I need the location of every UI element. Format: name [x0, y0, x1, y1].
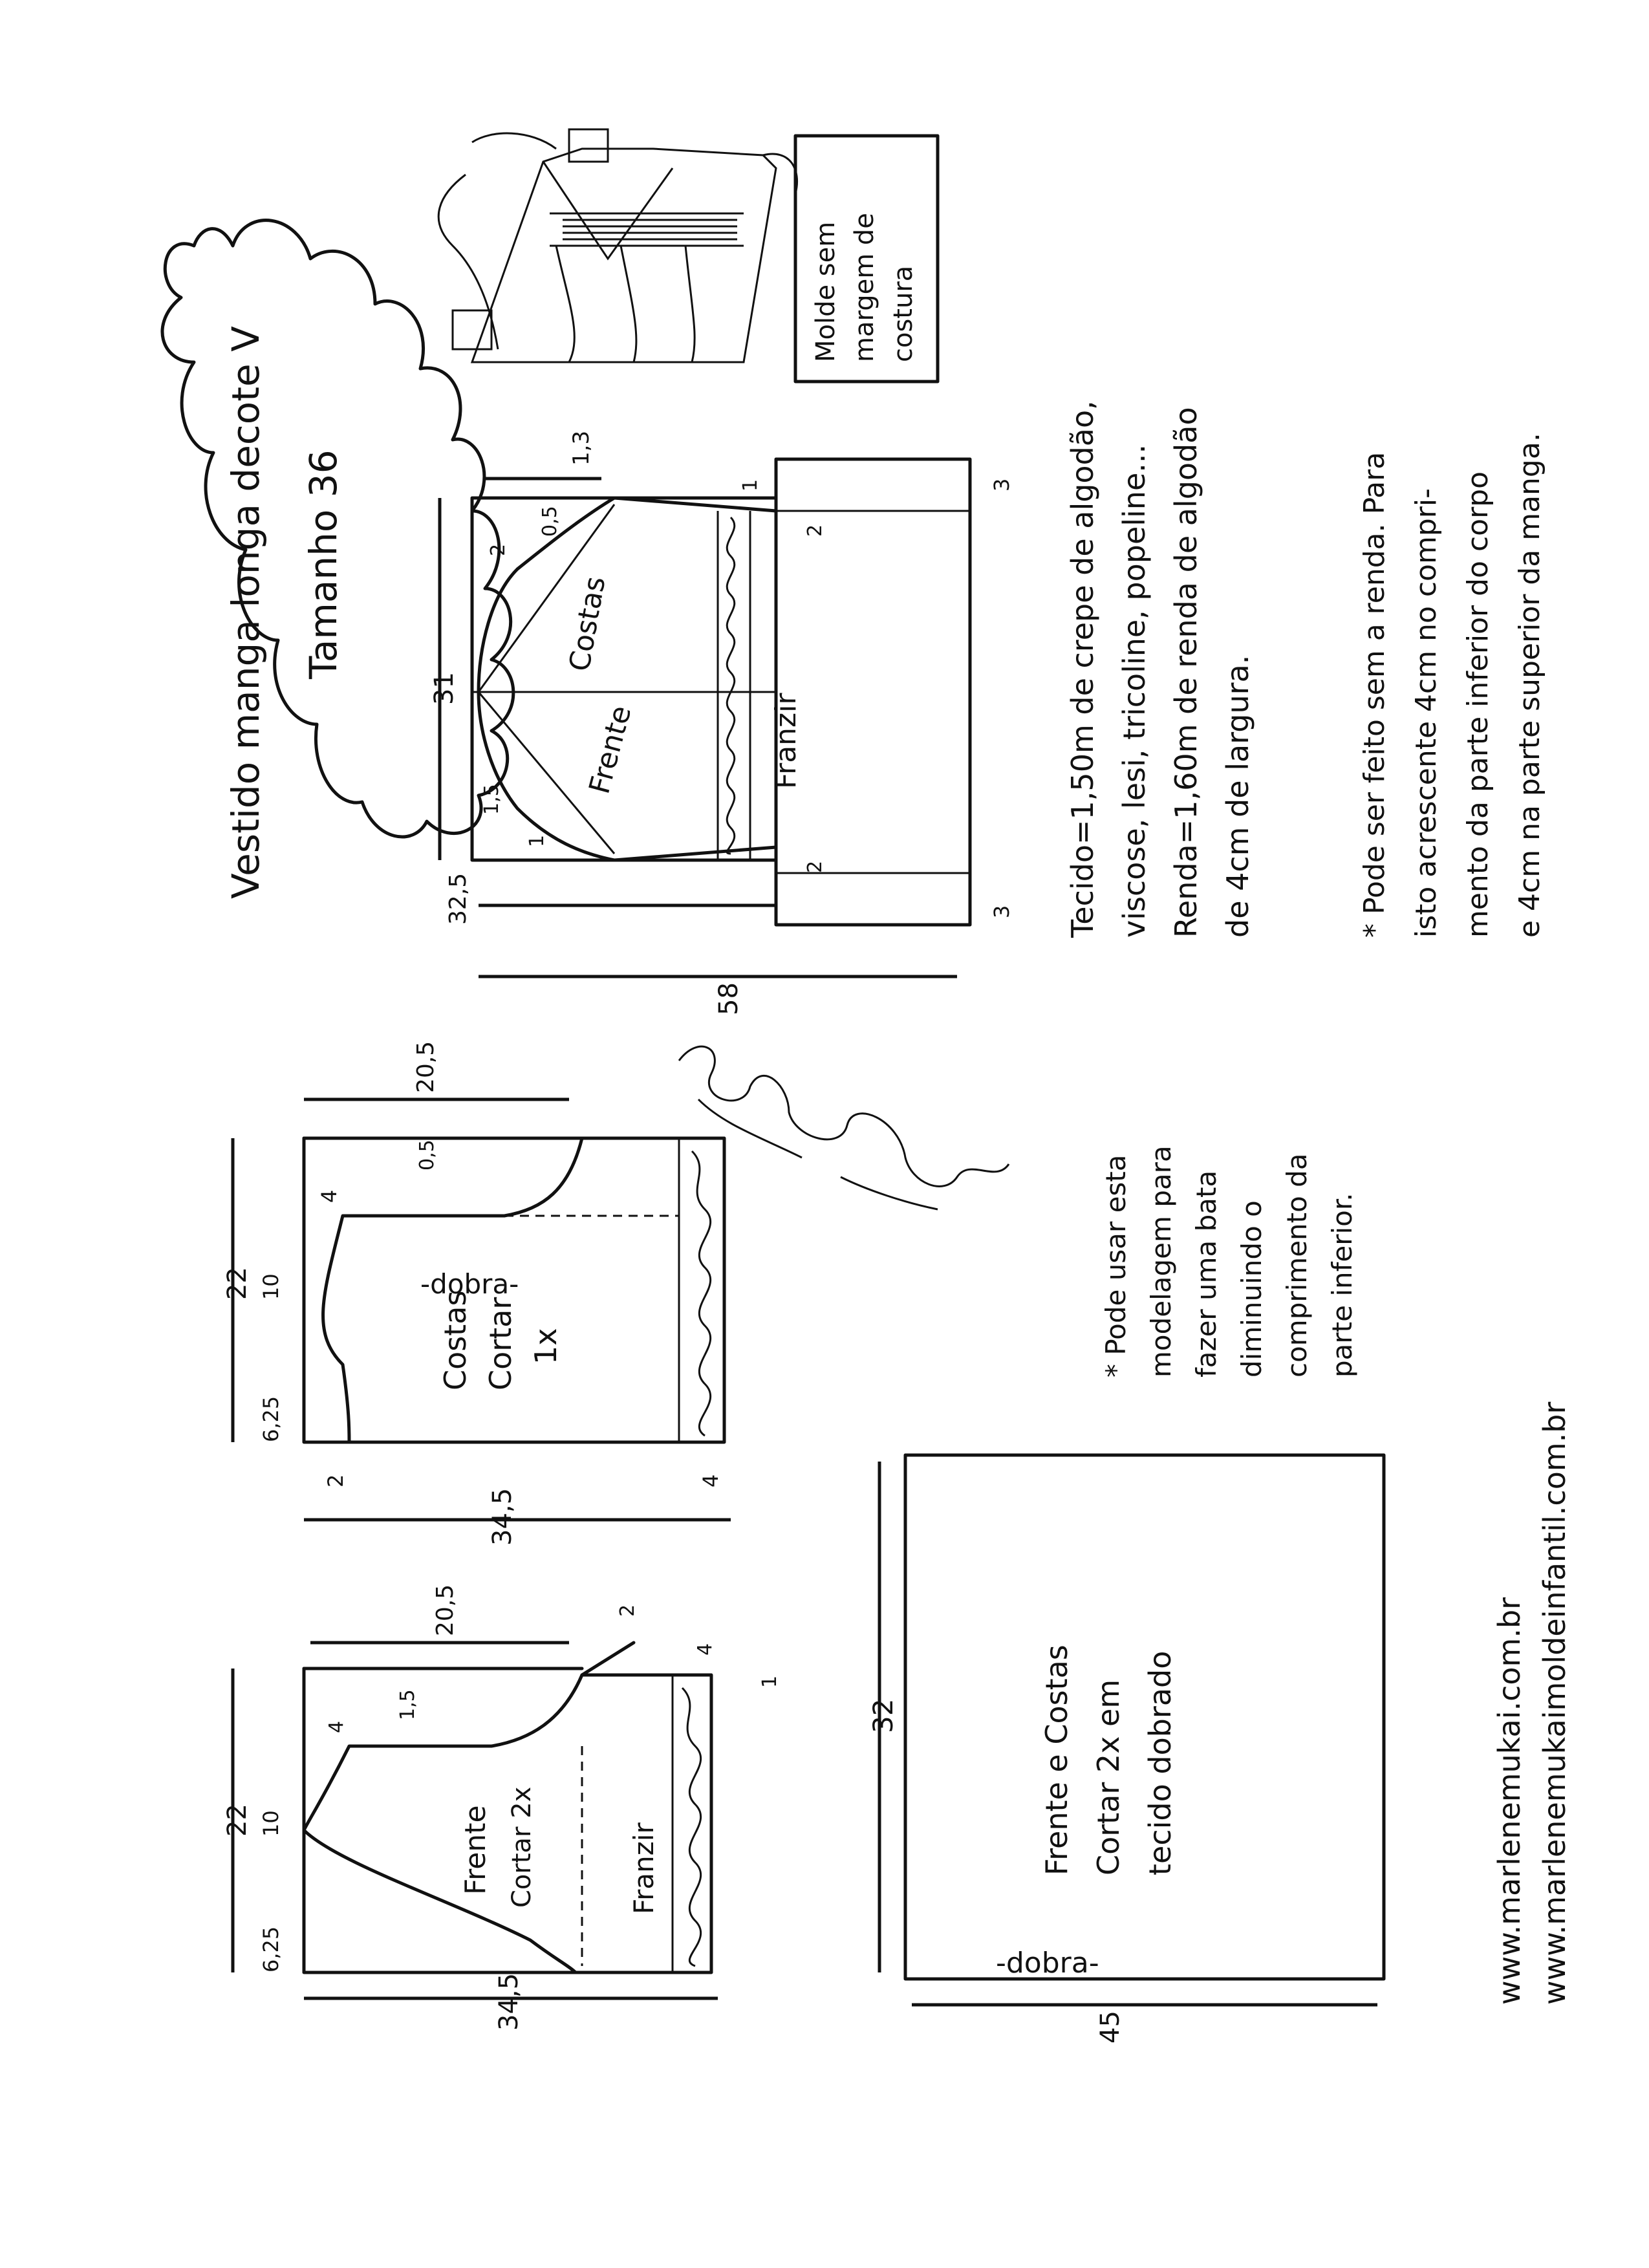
back-dim-205: 20,5	[413, 1041, 439, 1093]
note-lace-line3: mento da parte inferior do corpo	[1461, 471, 1494, 938]
sleeve-label-franzir: Franzir	[770, 693, 803, 789]
front-dim-1: 1	[759, 1675, 781, 1688]
back-dim-05: 0,5	[416, 1139, 438, 1171]
signature	[679, 1046, 1009, 1209]
materials-line3: Renda=1,60m de renda de algodão	[1169, 407, 1203, 938]
sleeve-dim-15: 1,5	[480, 784, 503, 815]
sleeve-dim-2c: 2	[804, 860, 826, 873]
front-dim-345: 34,5	[494, 1972, 524, 2031]
back-label-dobra: -dobra-	[420, 1268, 519, 1300]
back-dim-10: 10	[259, 1273, 283, 1300]
sleeve-dim-2b: 2	[804, 524, 826, 537]
skirt-dim-45: 45	[1095, 2011, 1125, 2044]
sleeve-dim-58: 58	[714, 982, 744, 1015]
note-box-line1: Molde sem	[811, 221, 841, 362]
front-label-cortar: Cortar 2x	[507, 1786, 537, 1908]
sleeve-dim-1a: 1	[526, 834, 548, 847]
note-lace-line1: * Pode ser feito sem a renda. Para	[1358, 451, 1391, 938]
note-bata-line1: * Pode usar esta	[1100, 1154, 1132, 1377]
skirt-dim-32: 32	[867, 1698, 899, 1733]
note-bata	[1100, 1145, 1358, 1377]
back-dim-345: 34,5	[488, 1487, 517, 1546]
sleeve-pattern	[429, 431, 1014, 1015]
note-box	[795, 136, 938, 382]
sleeve-dim-3a: 3	[989, 478, 1014, 491]
sleeve-dim-14: 1	[739, 479, 762, 491]
front-label-franzir: Franzir	[628, 1822, 660, 1914]
note-box-line2: margem de	[850, 213, 879, 362]
sleeve-dim-325: 32,5	[445, 872, 471, 925]
back-label-1x: 1x	[528, 1328, 563, 1365]
url-2: www.marlenemukaimoldeinfantil.com.br	[1537, 1401, 1572, 2005]
front-dim-205: 20,5	[432, 1584, 458, 1636]
skirt-label-dobra: -dobra-	[996, 1947, 1099, 1980]
sleeve-dim-31: 31	[429, 672, 459, 705]
front-label-frente: Frente	[459, 1805, 492, 1895]
note-lace-line2: isto acrescente 4cm no compri-	[1410, 488, 1443, 938]
note-bata-line5: comprimento da	[1281, 1153, 1313, 1377]
front-dim-22: 22	[222, 1804, 252, 1837]
front-dim-4a: 4	[325, 1720, 348, 1733]
skirt-pattern	[867, 1455, 1384, 2044]
note-bata-line6: parte inferior.	[1326, 1193, 1358, 1377]
front-dim-4b: 4	[694, 1643, 717, 1656]
note-lace-line4: e 4cm na parte superior da manga.	[1513, 433, 1546, 938]
front-dim-2: 2	[616, 1604, 639, 1617]
back-dim-22: 22	[222, 1267, 252, 1300]
note-box-line3: costura	[889, 265, 918, 362]
skirt-label-line1: Frente e Costas	[1039, 1645, 1074, 1875]
back-dim-625: 6,25	[259, 1396, 283, 1442]
back-label-costas: Costas	[438, 1290, 473, 1390]
materials-line1: Tecido=1,50m de crepe de algodão,	[1065, 400, 1100, 938]
back-label-cortar: Cortar	[483, 1297, 518, 1390]
title-line1: Vestido manga longa decote V	[224, 326, 268, 899]
front-dim-15: 1,5	[396, 1689, 419, 1720]
back-bodice-pattern	[222, 1041, 731, 1546]
front-bodice-pattern	[222, 1584, 781, 2031]
materials-line4: de 4cm de largura.	[1220, 654, 1255, 938]
back-dim-4b: 4	[698, 1474, 723, 1487]
sleeve-dim-05: 0,5	[539, 506, 561, 537]
title-cloud	[162, 221, 513, 899]
skirt-label-line3: tecido dobrado	[1143, 1650, 1178, 1875]
front-dim-10: 10	[259, 1810, 283, 1837]
back-dim-4: 4	[317, 1189, 341, 1203]
url-1: www.marlenemukai.com.br	[1492, 1597, 1527, 2005]
sleeve-label-costas: Costas	[563, 574, 612, 674]
sleeve-dim-2a: 2	[487, 543, 510, 556]
materials-line2: viscose, lesi, tricoline, popeline...	[1117, 444, 1152, 938]
note-bata-line4: diminuindo o	[1236, 1200, 1267, 1377]
sleeve-label-frente: Frente	[583, 702, 638, 797]
dress-sketch	[438, 129, 797, 362]
note-bata-line2: modelagem para	[1145, 1145, 1177, 1377]
title-line2: Tamanho 36	[301, 449, 345, 679]
skirt-label-line2: Cortar 2x em	[1091, 1679, 1126, 1875]
sleeve-dim-3b: 3	[989, 905, 1014, 918]
note-lace	[1358, 433, 1546, 938]
note-bata-line3: fazer uma bata	[1191, 1170, 1222, 1377]
back-dim-2: 2	[323, 1474, 348, 1487]
sleeve-dim-13: 1,3	[568, 430, 594, 466]
urls	[1492, 1402, 1572, 2005]
materials-text	[1065, 400, 1255, 938]
front-dim-625: 6,25	[259, 1926, 283, 1972]
